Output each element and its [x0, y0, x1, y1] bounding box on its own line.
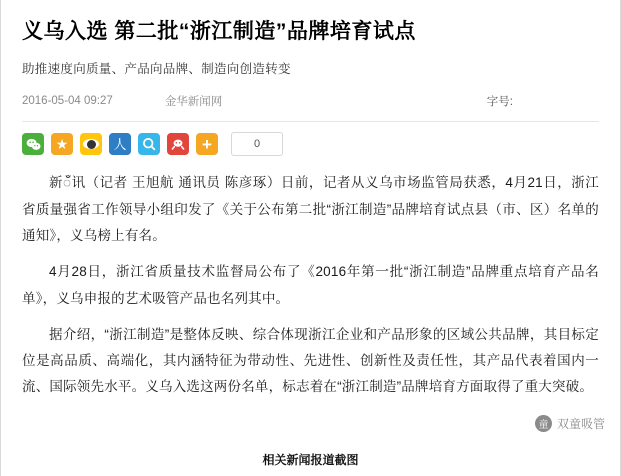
article-meta — [22, 93, 599, 109]
renren-share-icon[interactable] — [109, 133, 131, 155]
qq-share-icon[interactable] — [138, 133, 160, 155]
more-share-button[interactable]: + — [196, 133, 218, 155]
meta-divider — [22, 121, 599, 122]
watermark — [535, 415, 605, 432]
page-title: 义乌入选 第二批“浙江制造”品牌培育试点 — [22, 20, 416, 43]
share-count: 0 — [231, 132, 283, 156]
article-paragraph: 4月28日，浙江省质量技术监督局公布了《2016年第一批“浙江制造”品牌重点培育产品名单》，义乌申报的艺术吸管产品也名列其中。 — [22, 264, 599, 306]
wechat-share-icon[interactable] — [22, 133, 44, 155]
qzone-share-icon[interactable] — [80, 133, 102, 155]
watermark-badge-icon: 童 — [535, 415, 552, 432]
figure-caption: 相关新闻报道截图 — [262, 453, 359, 467]
eye-icon — [83, 139, 99, 149]
article-paragraph: 据介绍，“浙江制造”是整体反映、综合体现浙江企业和产品形象的区域公共品牌，其目标定位是高品质、高端化，其内涵特征为带动性、先进性、创新性及责任性，其产品代表着国内一流、国际领先水平。义乌入选这两份名单，标志着在“浙江制造”品牌培育方面取得了重大突破。 — [22, 326, 599, 395]
font-size-label[interactable]: 字号: — [486, 96, 513, 109]
publish-date: 2016-05-04 09:27 — [22, 95, 113, 108]
watermark-label: 双童吸管 — [556, 417, 605, 431]
article-subheadline: 助推速度向质量、产品向品牌、制造向创造转变 — [22, 62, 291, 77]
share-bar — [22, 132, 599, 156]
article-paragraph: 新ँ讯（记者 王旭航 通讯员 陈彦琢）日前，记者从义乌市场监管局获悉，4月21日，浙江省质量强省工作领导小组印发了《关于公布第二批“浙江制造”品牌培育试点县（市、区）名单的通知》，义乌榜上有名。 — [22, 175, 599, 243]
weibo-share-icon[interactable] — [51, 133, 73, 155]
star-glyph: ★ — [55, 136, 69, 153]
article-body — [22, 170, 599, 401]
article-source: 金华新闻网 — [164, 96, 223, 109]
person-glyph: 人 — [113, 136, 127, 152]
douban-share-icon[interactable] — [167, 133, 189, 155]
